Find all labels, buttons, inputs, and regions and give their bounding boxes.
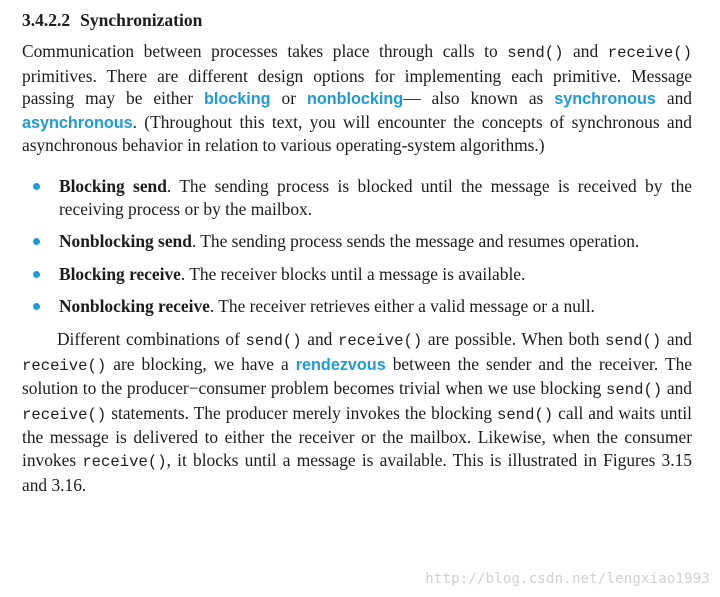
bullet-text: . The receiver blocks until a message is available.	[180, 263, 526, 284]
document-page	[22, 8, 692, 496]
list-item	[22, 263, 692, 286]
list-item	[22, 175, 692, 220]
text-run: — also known as	[403, 88, 555, 109]
code-send: send()	[245, 331, 302, 350]
intro-paragraph	[22, 40, 692, 157]
bullet-dot-icon	[33, 238, 40, 245]
bullet-dot-icon	[33, 303, 40, 310]
term-synchronous: synchronous	[554, 90, 656, 109]
text-run: . (Throughout this text, you will encounter the concepts of synchronous and asynchronous behavior in relation to various operating-system algorithms.)	[22, 111, 692, 156]
text-run: Different combinations of	[57, 328, 246, 349]
text-run: and	[661, 328, 692, 349]
text-run: and	[655, 88, 692, 109]
term-nonblocking: nonblocking	[306, 90, 404, 109]
list-item	[22, 230, 692, 253]
text-run: call and waits until the message is delivered to either the receiver or the mailbox. Likewise, when the consumer invokes	[22, 402, 692, 470]
code-send: send()	[507, 44, 564, 62]
bullet-term: Nonblocking send	[59, 231, 192, 252]
code-receive: receive()	[338, 331, 423, 350]
code-send: send()	[497, 405, 554, 424]
section-heading	[22, 8, 692, 32]
code-receive: receive()	[82, 452, 167, 471]
code-receive: receive()	[22, 405, 107, 424]
text-run: and	[662, 378, 692, 399]
text-run: between the sender and the receiver. The solution to the producer−consumer problem becomes trivial when we use blocking	[22, 353, 692, 399]
code-receive: receive()	[22, 356, 107, 375]
term-asynchronous: asynchronous	[22, 113, 133, 132]
text-run: , it blocks until a message is available. This is illustrated in Figures 3.15 and 3.16.	[22, 449, 692, 495]
term-blocking: blocking	[203, 90, 271, 109]
text-run: and	[301, 328, 339, 349]
text-run: or	[270, 88, 307, 109]
text-run: statements. The producer merely invokes the blocking	[106, 402, 498, 423]
bullet-list	[22, 175, 692, 318]
term-rendezvous: rendezvous	[295, 355, 386, 374]
bullet-term: Blocking receive	[59, 263, 181, 284]
code-send: send()	[605, 331, 662, 350]
bullet-term: Blocking send	[59, 175, 167, 196]
text-run: and	[563, 41, 608, 61]
bullet-text: . The receiver retrieves either a valid message or a null.	[209, 296, 595, 317]
text-run: primitives. There are different design options for implementing each primitive. Message passing may be either	[22, 65, 692, 109]
bullet-dot-icon	[33, 183, 40, 190]
section-number: 3.4.2.2	[22, 10, 71, 30]
list-item	[22, 295, 692, 318]
section-title: Synchronization	[80, 10, 203, 30]
text-run: are possible. When both	[422, 328, 606, 349]
text-run: are blocking, we have a	[106, 353, 296, 374]
bullet-term: Nonblocking receive	[59, 296, 210, 317]
code-send: send()	[606, 381, 663, 400]
bullet-text: . The sending process sends the message and resumes operation.	[191, 231, 640, 252]
closing-paragraph	[22, 328, 692, 496]
bullet-text: . The sending process is blocked until the message is received by the receiving process or by the mailbox.	[59, 175, 692, 219]
bullet-dot-icon	[33, 271, 40, 278]
text-run: Communication between processes takes place through calls to	[22, 41, 508, 61]
code-receive: receive()	[607, 44, 692, 62]
watermark-url: http://blog.csdn.net/lengxiao1993	[425, 571, 710, 587]
